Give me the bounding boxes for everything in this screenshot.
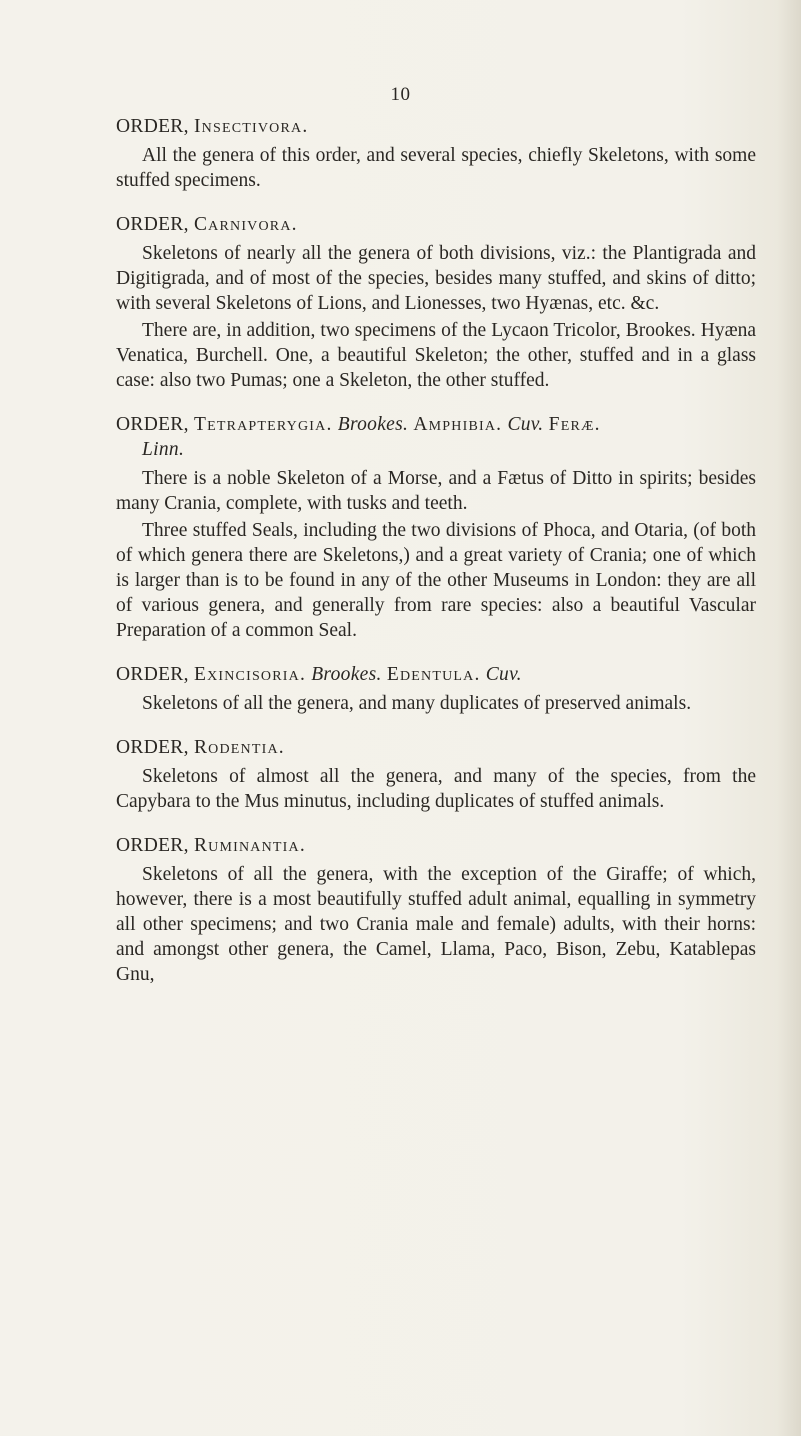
section-paragraph: Skeletons of almost all the genera, and many of the species, from the Capybara to the Mus minutus, including duplicates of stuffed animals. (116, 766, 756, 812)
order-label: ORDER, (116, 835, 189, 856)
order-author: Linn. (142, 439, 185, 460)
order-synonym: Feræ. (548, 414, 601, 435)
section-paragraph: There are, in addition, two specimens of the Lycaon Tricolor, Brookes. Hyæna Venatica, Burchell. One, a beautiful Skeleton; the other, stuffed and in a glass case: also two Pumas; one a Skeleton, the other stuffed. (116, 320, 756, 391)
order-author: Cuv. (485, 664, 522, 685)
section-insectivora (116, 114, 756, 193)
order-label: ORDER, (116, 214, 189, 235)
section-exincisoria (116, 662, 756, 716)
section-heading (116, 735, 756, 760)
section-tetrapterygia (116, 412, 756, 643)
section-paragraph: Three stuffed Seals, including the two divisions of Phoca, and Otaria, (of both of which genera there are Skeletons,) and a great variety of Crania; one of which is larger than is to be found in any of the other Museums in London: they are all of various genera, and generally from rare species: also a beautiful Vascular Preparation of a common Seal. (116, 520, 756, 641)
order-name: Insectivora. (193, 116, 309, 137)
page-content (116, 114, 756, 1006)
order-label: ORDER, (116, 664, 189, 685)
order-name: Exincisoria. (193, 664, 307, 685)
order-synonym: Amphibia. (413, 414, 503, 435)
section-paragraph: All the genera of this order, and several species, chiefly Skeletons, with some stuffed specimens. (116, 145, 756, 191)
section-heading (116, 662, 756, 687)
order-author: Brookes. (337, 414, 409, 435)
order-synonym: Edentula. (386, 664, 481, 685)
order-label: ORDER, (116, 414, 189, 435)
order-name: Tetrapterygia. (193, 414, 333, 435)
order-author: Brookes. (311, 664, 382, 685)
section-heading (116, 114, 756, 139)
section-heading (116, 212, 756, 237)
section-carnivora (116, 212, 756, 393)
order-author: Cuv. (507, 414, 544, 435)
section-paragraph: Skeletons of nearly all the genera of both divisions, viz.: the Plantigrada and Digitigrada, and of most of the species, besides many stuffed, and skins of ditto; with several Skeletons of Lions, and Lionesses, two Hyænas, etc. &c. (116, 243, 756, 314)
section-rodentia (116, 735, 756, 814)
order-name: Carnivora. (193, 214, 298, 235)
section-heading (116, 412, 756, 462)
section-paragraph: There is a noble Skeleton of a Morse, and a Fætus of Ditto in spirits; besides many Crania, complete, with tusks and teeth. (116, 468, 756, 514)
page-number: 10 (390, 84, 411, 105)
order-label: ORDER, (116, 737, 189, 758)
section-heading (116, 833, 756, 858)
order-name: Ruminantia. (193, 835, 306, 856)
order-label: ORDER, (116, 116, 189, 137)
section-paragraph: Skeletons of all the genera, with the exception of the Giraffe; of which, however, there is a most beautifully stuffed adult animal, equalling in symmetry all other specimens; and two Crania male and female) adults, with their horns: and amongst other genera, the Camel, Llama, Paco, Bison, Zebu, Katablepas Gnu, (116, 864, 756, 985)
section-paragraph: Skeletons of all the genera, and many duplicates of preserved animals. (142, 693, 692, 714)
section-ruminantia (116, 833, 756, 987)
order-name: Rodentia. (193, 737, 285, 758)
